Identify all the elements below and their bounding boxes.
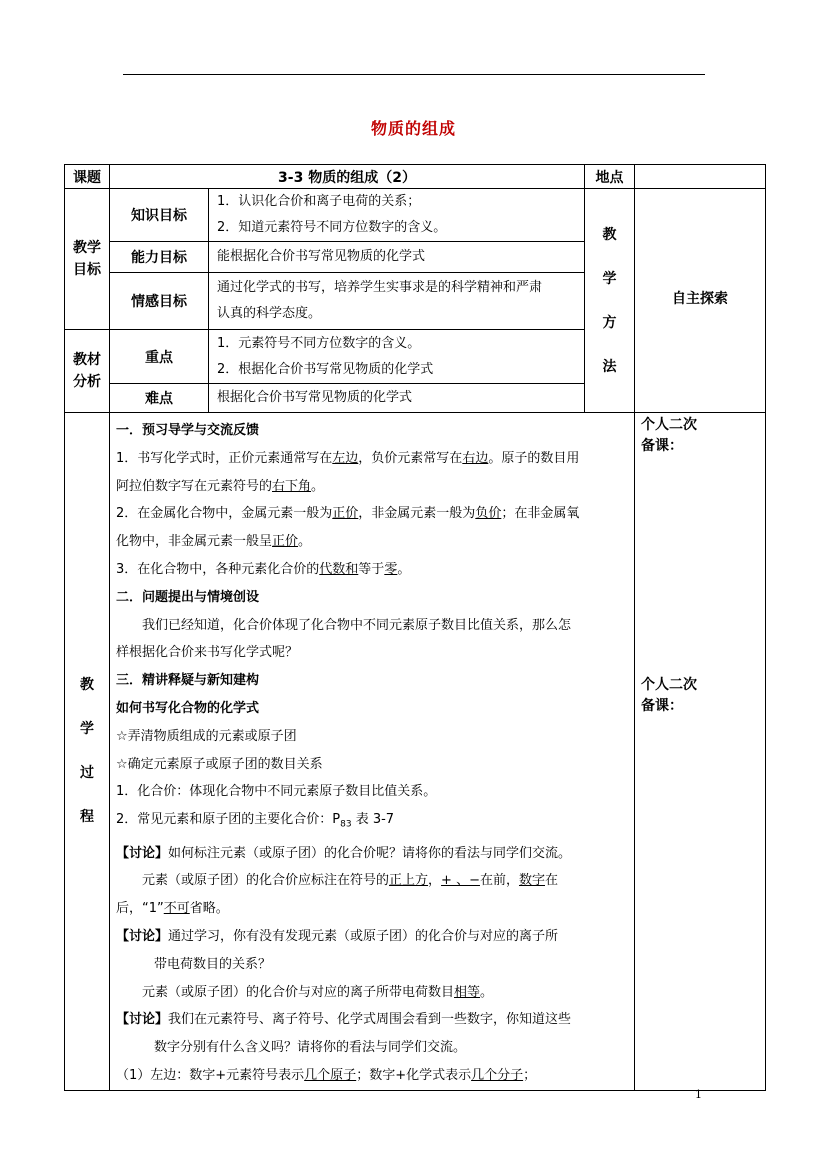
preview-line-1: 1．书写化学式时，正价元素通常写在左边，负价元素常写在右边。原子的数目用 [116, 450, 580, 466]
discussion-2-continuation: 带电荷数目的关系？ [154, 956, 272, 972]
key-point-text: 1．元素符号不同方位数字的含义。 2．根据化合价书写常见物质的化学式 [209, 330, 585, 384]
difficulty-label: 难点 [110, 384, 209, 413]
discussion-1-answer-line-2: 后，“1”不可省略。 [116, 901, 229, 917]
ability-goal-label: 能力目标 [110, 242, 209, 273]
numbered-item-2: 2．常见元素和原子团的主要化合价：$P_{83}$ 表 3-7 [116, 812, 395, 830]
section-1-title: 一．预习导学与交流反馈 [116, 423, 260, 438]
scenario-paragraph-line-1: 我们已经知道，化合价体现了化合物中不同元素原子数目比值关系，那么怎 [142, 617, 572, 633]
preview-line-3: 2．在金属化合物中，金属元素一般为正价，非金属元素一般为负价；在非金属氧 [116, 506, 580, 522]
teaching-goals-label: 教学 目标 [65, 189, 110, 330]
key-point-label: 重点 [110, 330, 209, 384]
difficulty-text: 根据化合价书写常见物质的化学式 [209, 384, 585, 413]
teaching-process-content [110, 413, 635, 1091]
personal-notes-column [635, 413, 766, 1091]
page-title: 物质的组成 [370, 119, 456, 138]
material-analysis-label: 教材 分析 [65, 330, 110, 413]
page-number: 1 [695, 1088, 702, 1101]
teaching-method-value: 自主探索 [635, 189, 766, 413]
section-3-subtitle: 如何书写化合物的化学式 [116, 700, 260, 716]
personal-note-1: 个人二次 备课： [641, 417, 698, 454]
discussion-1-answer-line-1: 元素（或原子团）的化合价应标注在符号的正上方，+ 、−在前，数字在 [142, 873, 559, 889]
emotion-goal-label: 情感目标 [110, 273, 209, 330]
topic-header: 课题 [65, 165, 110, 189]
topic-value: 3-3 物质的组成（2） [110, 165, 585, 189]
section-3-title: 三．精讲释疑与新知建构 [116, 673, 260, 689]
discussion-2-answer: 元素（或原子团）的化合价与对应的离子所带电荷数目相等。 [142, 984, 494, 1000]
ability-goal-text: 能根据化合价书写常见物质的化学式 [209, 242, 585, 273]
preview-line-2: 阿拉伯数字写在元素符号的右下角。 [116, 478, 325, 494]
number-meaning-left: （1）左边：数字+元素符号表示几个原子；数字+化学式表示几个分子； [116, 1067, 537, 1083]
place-value [635, 165, 766, 189]
star-item-2: ☆确定元素原子或原子团的数目关系 [116, 756, 323, 772]
section-2-title: 二．问题提出与情境创设 [116, 589, 260, 605]
preview-line-5: 3．在化合物中，各种元素化合价的代数和等于零。 [116, 561, 411, 577]
preview-line-4: 化物中，非金属元素一般呈正价。 [116, 534, 312, 550]
emotion-goal-text: 通过化学式的书写，培养学生实事求是的科学精神和严肃 认真的科学态度。 [209, 273, 585, 330]
discussion-3-continuation: 数字分别有什么含义吗？请将你的看法与同学们交流。 [154, 1040, 467, 1056]
teaching-method-label: 教 学 方 法 [585, 189, 635, 413]
discussion-3: 【讨论】我们在元素符号、离子符号、化学式周围会看到一些数字，你知道这些 [116, 1012, 572, 1028]
knowledge-goal-text: 1．认识化合价和离子电荷的关系； 2．知道元素符号不同方位数字的含义。 [209, 189, 585, 242]
discussion-2: 【讨论】通过学习，你有没有发现元素（或原子团）的化合价与对应的离子所 [116, 928, 559, 944]
lesson-plan-table [64, 164, 766, 1091]
personal-note-2: 个人二次 备课： [641, 677, 698, 714]
header-rule [123, 74, 705, 75]
scenario-paragraph-line-2: 样根据化合价来书写化学式呢？ [116, 645, 299, 661]
numbered-item-1: 1．化合价：体现化合物中不同元素原子数目比值关系。 [116, 784, 437, 800]
place-header: 地点 [585, 165, 635, 189]
star-item-1: ☆弄清物质组成的元素或原子团 [116, 728, 297, 744]
discussion-1: 【讨论】如何标注元素（或原子团）的化合价呢？请将你的看法与同学们交流。 [116, 845, 572, 861]
teaching-process-label: 教 学 过 程 [65, 413, 110, 1091]
knowledge-goal-label: 知识目标 [110, 189, 209, 242]
